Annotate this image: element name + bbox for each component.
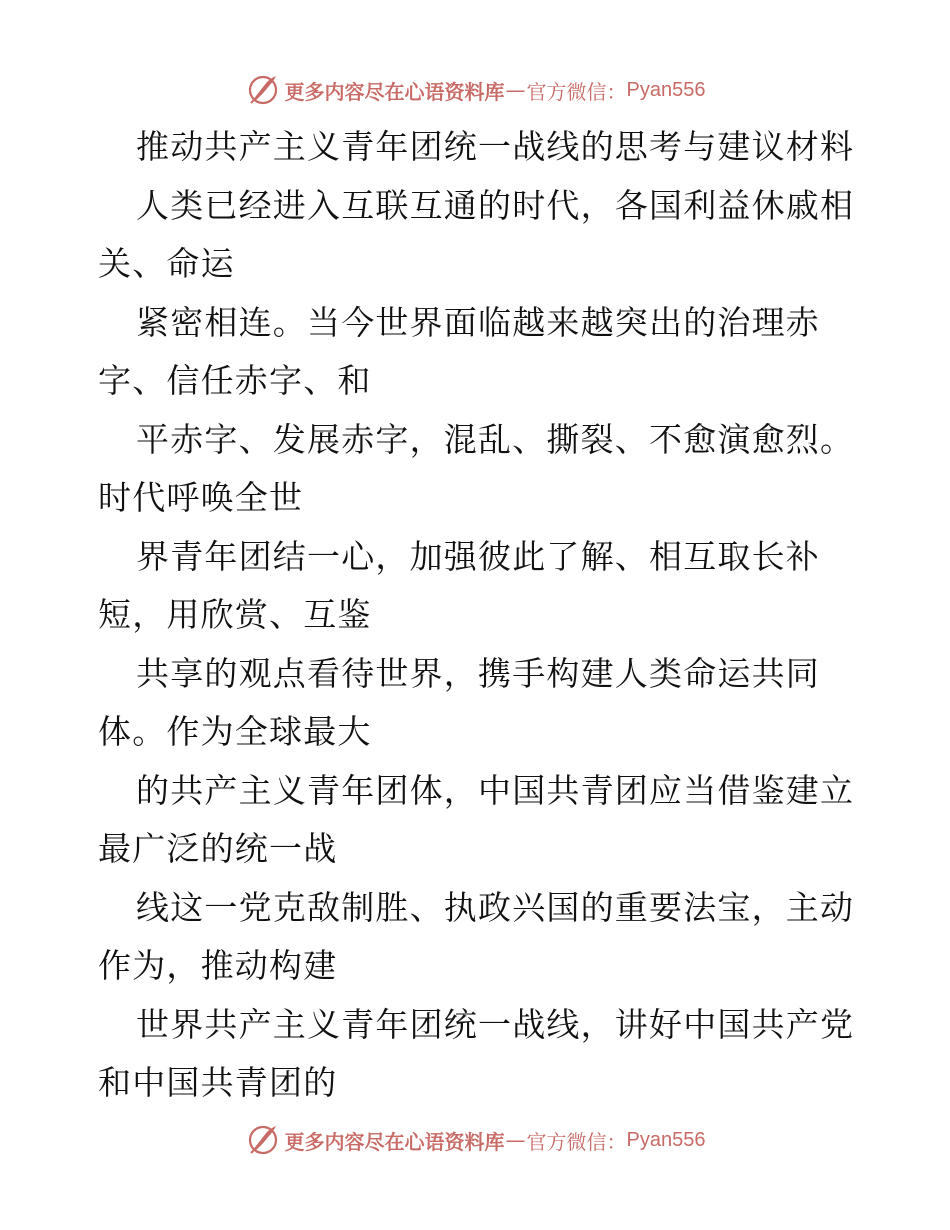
watermark-wechat-id: Pyan556 — [626, 78, 706, 101]
footer-watermark — [0, 1120, 950, 1160]
paragraph-line: 和中国共青团的 — [98, 1063, 338, 1102]
watermark-main-text: 更多内容尽在心语资料库 — [284, 1129, 505, 1154]
header-watermark — [0, 70, 950, 110]
watermark-wechat-label: 官方微信： — [526, 79, 627, 104]
paragraph-line: 时代呼唤全世 — [98, 478, 304, 517]
watermark-dash: — — [505, 1128, 526, 1152]
paragraph-line: 体。作为全球最大 — [98, 712, 372, 751]
watermark-wechat-id: Pyan556 — [626, 1128, 706, 1151]
paragraph-line: 字、信任赤字、和 — [98, 361, 372, 400]
paragraph-line: 短，用欣赏、互鉴 — [98, 595, 372, 634]
paragraph-line: 平赤字、发展赤字，混乱、撕裂、不愈演愈烈。 — [136, 419, 855, 459]
paragraph-line: 线这一党克敌制胜、执政兴国的重要法宝，主动 — [136, 887, 855, 927]
paragraph-line: 最广泛的统一战 — [98, 829, 338, 868]
watermark-wechat-label: 官方微信： — [526, 1129, 627, 1154]
paragraph-line: 共享的观点看待世界，携手构建人类命运共同 — [136, 653, 820, 693]
document-body — [98, 118, 858, 1113]
watermark-dash: — — [505, 78, 526, 102]
paragraph-line: 世界共产主义青年团统一战线，讲好中国共产党 — [136, 1004, 855, 1044]
quill-pen-logo-icon — [245, 1122, 281, 1158]
document-title-line: 推动共产主义青年团统一战线的思考与建议材料 — [136, 127, 855, 166]
watermark-main-text: 更多内容尽在心语资料库 — [284, 79, 505, 104]
quill-pen-logo-icon — [245, 72, 281, 108]
paragraph-line: 界青年团结一心，加强彼此了解、相互取长补 — [136, 536, 820, 576]
paragraph-line: 人类已经进入互联互通的时代，各国利益休戚相 — [136, 185, 855, 225]
paragraph-line: 的共产主义青年团体，中国共青团应当借鉴建立 — [136, 770, 855, 810]
paragraph-line: 作为，推动构建 — [98, 946, 338, 985]
paragraph-line: 关、命运 — [98, 244, 235, 283]
paragraph-line: 紧密相连。当今世界面临越来越突出的治理赤 — [136, 302, 820, 342]
